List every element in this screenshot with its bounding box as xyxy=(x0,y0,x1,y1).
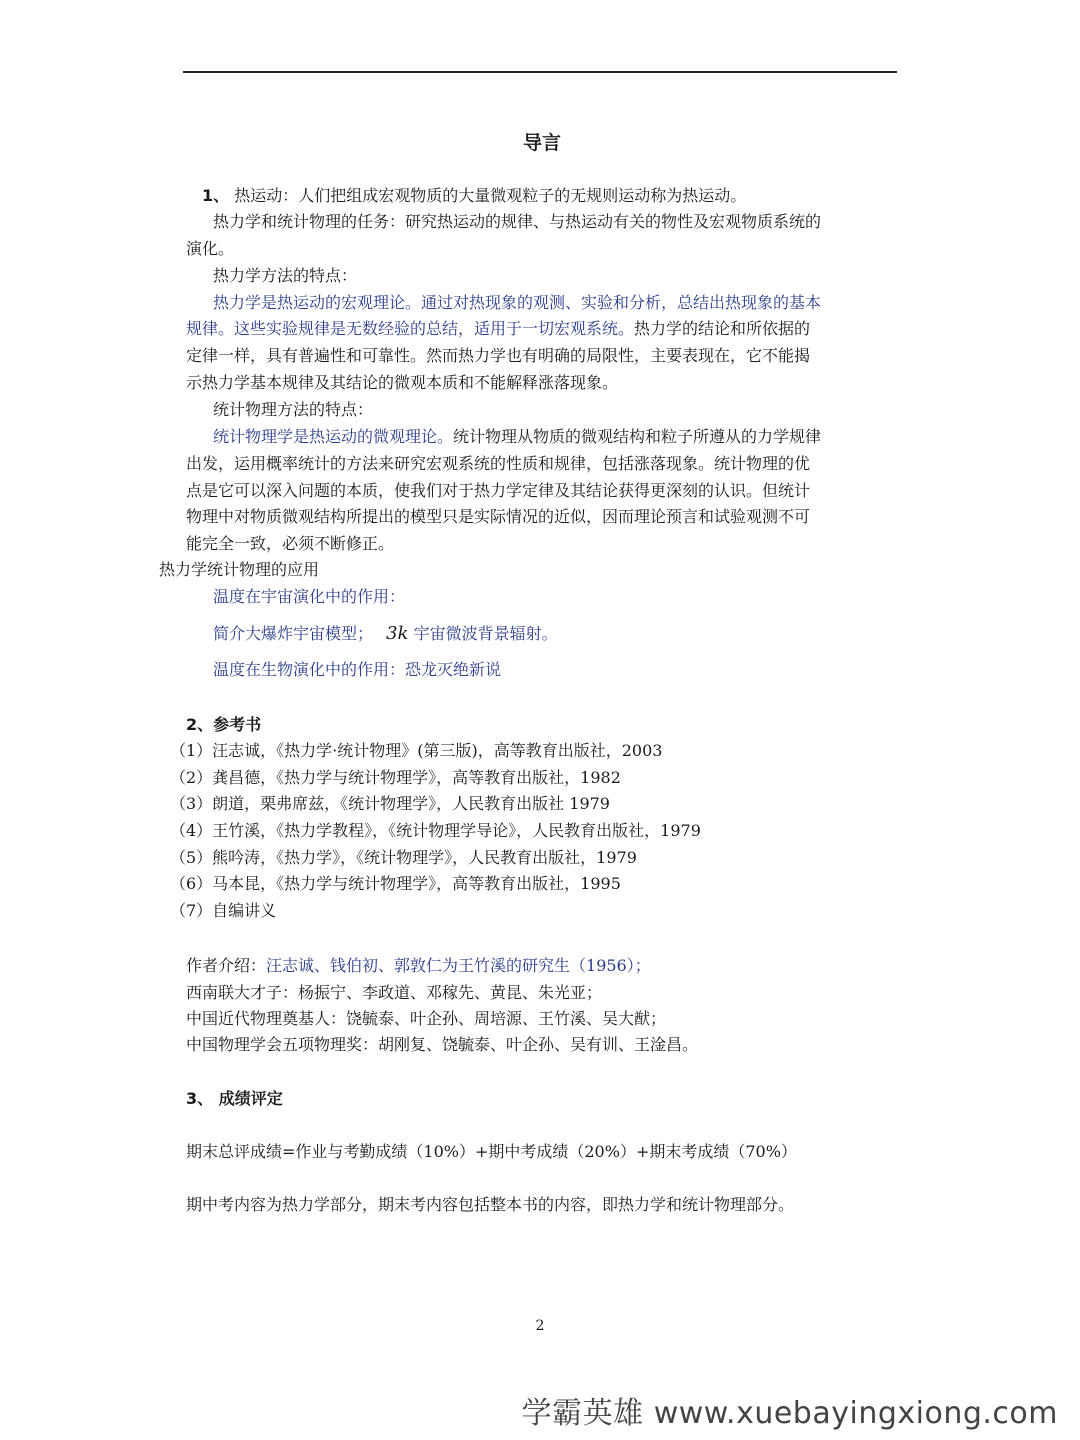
stat-line-5: 能完全一致，必须不断修正。 xyxy=(186,534,395,553)
authors-line-1 xyxy=(186,952,651,979)
thermo-line-2-rest: 热力学的结论和所依据的 xyxy=(634,319,811,338)
thermo-line-4: 示热力学基本规律及其结论的微观本质和不能解释涨落现象。 xyxy=(186,373,619,392)
app-line-2-b: 宇宙微波背景辐射。 xyxy=(413,624,558,643)
ref-item-5: （5）熊吟涛，《热力学》，《统计物理学》，人民教育出版社，1979 xyxy=(170,848,637,867)
site-watermark: 学霸英雄 www.xuebayingxiong.com xyxy=(521,1396,1058,1431)
app-line-2-a: 简介大爆炸宇宙模型； xyxy=(213,624,374,643)
authors-line-4: 中国物理学会五项物理奖：胡刚复、饶毓泰、叶企孙、吴有训、王淦昌。 xyxy=(186,1035,699,1054)
stat-line-1-rest: 统计物理从物质的微观结构和粒子所遵从的力学规律 xyxy=(453,427,822,446)
authors-line-2: 西南联大才子：杨振宁、李政道、邓稼先、黄昆、朱光亚； xyxy=(186,983,603,1002)
task-line-2: 演化。 xyxy=(186,239,235,258)
thermo-line-2 xyxy=(186,315,810,342)
page-title: 导言 xyxy=(522,132,561,154)
intro-item-1 xyxy=(202,182,746,209)
grading-note: 期中考内容为热力学部分，期末考内容包括整本书的内容，即热力学和统计物理部分。 xyxy=(186,1195,795,1214)
authors-line-1-prefix: 作者介绍： xyxy=(186,956,267,975)
task-line-1: 热力学和统计物理的任务：研究热运动的规律、与热运动有关的物性及宏观物质系统的 xyxy=(213,212,822,231)
app-line-2 xyxy=(213,620,558,647)
authors-line-3: 中国近代物理奠基人：饶毓泰、叶企孙、周培源、王竹溪、吴大猷； xyxy=(186,1009,667,1028)
stat-line-2: 出发，运用概率统计的方法来研究宏观系统的性质和规律，包括涨落现象。统计物理的优 xyxy=(186,454,811,473)
ref-item-1: （1）汪志诚，《热力学·统计物理》(第三版)，高等教育出版社，2003 xyxy=(170,741,663,760)
thermo-line-1: 热力学是热运动的宏观理论。通过对热现象的观测、实验和分析，总结出热现象的基本 xyxy=(213,293,822,312)
authors-line-1-names: 汪志诚、钱伯初、郭敦仁为王竹溪的研究生（1956）； xyxy=(266,956,651,975)
grading-formula: 期末总评成绩=作业与考勤成绩（10%）+期中考成绩（20%）+期末考成绩（70%） xyxy=(186,1142,797,1161)
thermo-heading: 热力学方法的特点： xyxy=(213,266,358,285)
app-line-2-k: 3k xyxy=(386,623,409,644)
header-rule xyxy=(183,71,897,73)
app-heading: 热力学统计物理的应用 xyxy=(159,560,320,579)
app-line-3: 温度在生物演化中的作用：恐龙灭绝新说 xyxy=(213,660,502,679)
ref-item-7: （7）自编讲义 xyxy=(170,901,277,920)
page-number: 2 xyxy=(535,1318,545,1334)
refs-heading: 2、参考书 xyxy=(186,715,262,734)
ref-item-3: （3）朗道，栗弗席兹，《统计物理学》，人民教育出版社 1979 xyxy=(170,794,610,813)
stat-line-3: 点是它可以深入问题的本质，使我们对于热力学定律及其结论获得更深刻的认识。但统计 xyxy=(186,481,811,500)
stat-line-1 xyxy=(213,423,821,450)
intro-item-1-number: 1、 xyxy=(202,186,230,205)
ref-item-4: （4）王竹溪，《热力学教程》，《统计物理学导论》，人民教育出版社，1979 xyxy=(170,821,701,840)
ref-item-6: （6）马本昆，《热力学与统计物理学》，高等教育出版社，1995 xyxy=(170,874,621,893)
stat-line-1-highlight: 统计物理学是热运动的微观理论。 xyxy=(213,427,454,446)
intro-item-1-text: 热运动：人们把组成宏观物质的大量微观粒子的无规则运动称为热运动。 xyxy=(234,186,747,205)
app-line-1: 温度在宇宙演化中的作用： xyxy=(213,587,406,606)
stat-line-4: 物理中对物质微观结构所提出的模型只是实际情况的近似，因而理论预言和试验观测不可 xyxy=(186,507,811,526)
thermo-line-2-highlight: 规律。这些实验规律是无数经验的总结，适用于一切宏观系统。 xyxy=(186,319,635,338)
grading-heading: 3、 成绩评定 xyxy=(186,1089,283,1108)
stat-heading: 统计物理方法的特点： xyxy=(213,400,374,419)
ref-item-2: （2）龚昌德，《热力学与统计物理学》，高等教育出版社，1982 xyxy=(170,768,621,787)
thermo-line-3: 定律一样，具有普遍性和可靠性。然而热力学也有明确的局限性，主要表现在，它不能揭 xyxy=(186,346,811,365)
